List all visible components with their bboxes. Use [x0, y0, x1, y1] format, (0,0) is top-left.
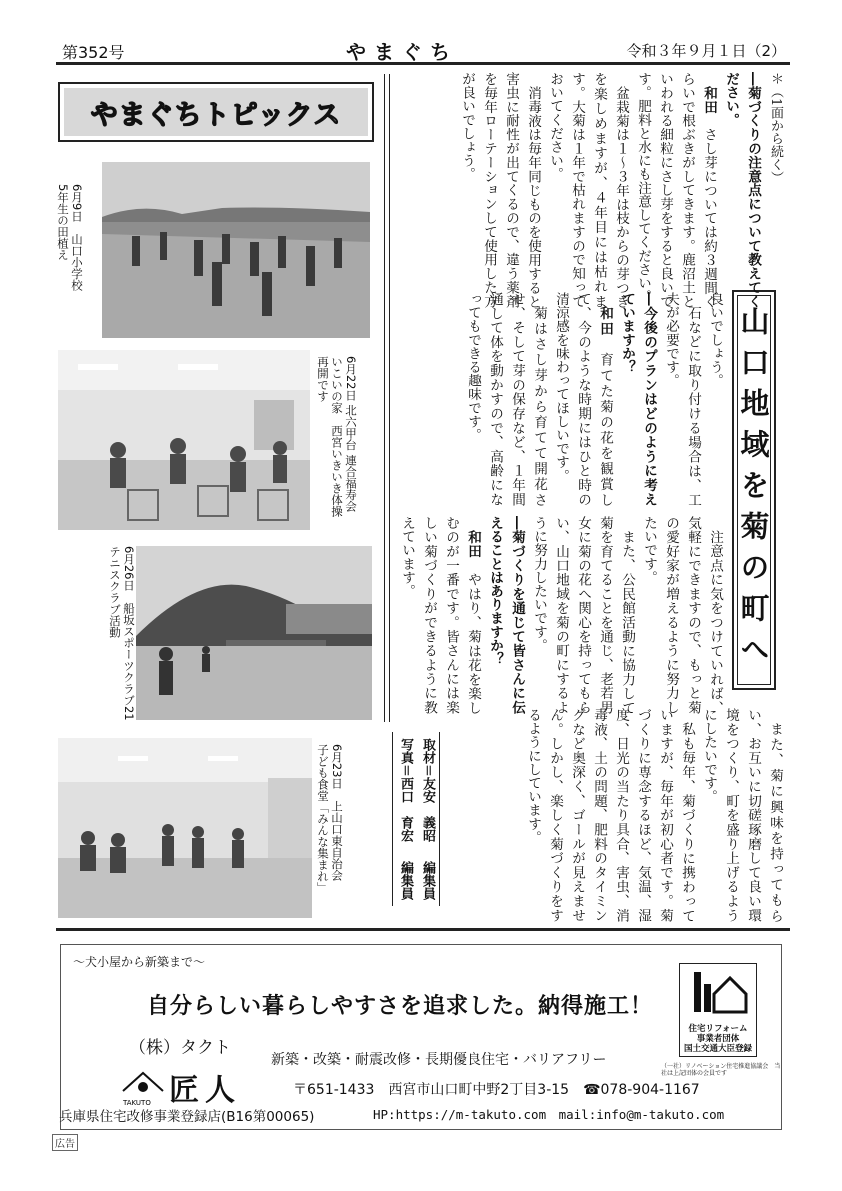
- ad-rule: [56, 928, 790, 931]
- house-mark-icon: [680, 964, 758, 1022]
- paragraph: 私も毎年、菊づくりに携わっていますが、毎年が初心者です。菊づくりに専念するほど、気温、湿度、日光の当たり具合、害虫、消毒液、土の問題、肥料のタイミングなど奥深く、ゴールが見えません。しかし、楽しく菊づくりをするようにしています。: [525, 708, 695, 922]
- question: ―菊づくりを通じて皆さんに伝えることはありますか？: [487, 516, 525, 714]
- article-column-1: [392, 72, 786, 308]
- paragraph: また、菊に興味を持ってもらい、お互いに切磋琢磨して良い環境をつくり、町を盛り上げるようにしたいです。: [701, 708, 783, 922]
- ad-registration: 兵庫県住宅改修事業登録店(B16第00065): [59, 1109, 315, 1125]
- badge-text: 住宅リフォーム 事業者団体 国土交通大臣登録: [683, 1024, 752, 1054]
- photo-rice-planting: [102, 162, 370, 338]
- article-column-4: [448, 708, 786, 922]
- photo-caption: 6月26日 船坂スポーツクラブ21 テニスクラブ活動: [108, 546, 136, 721]
- issue-number: 第352号: [62, 43, 125, 62]
- ad-services: 新築・改築・耐震改修・長期優良住宅・バリアフリー: [271, 1052, 607, 1068]
- header-rule: [56, 62, 790, 65]
- photo-kids-cafeteria: [58, 738, 312, 918]
- photo-caption: 6月22日 北六甲台 連合福寿会 いこいの家 西宮いきいき体操 再開です: [316, 356, 358, 517]
- ad-label: 広告: [52, 1134, 78, 1151]
- badge-note: （一社）リノベーション住宅推進協議会 当社は上記団体の会員です: [661, 1063, 781, 1077]
- photo-caption: 6月23日 上山口東自治会 子ども食堂「みんな集まれ」: [316, 744, 344, 894]
- answer: 和田 やはり、菊は花を楽しむのが一番です。皆さんには楽しい菊づくりができるように教えています。: [399, 516, 481, 714]
- ad-web[interactable]: HP:https://m-takuto.com mail:info@m-takuto.com: [373, 1107, 725, 1122]
- question: ―今後のプランはどのように考えていますか？: [619, 292, 657, 506]
- issue-date: 令和３年９月１日（2）: [626, 42, 786, 60]
- paragraph: 注意点に気をつけていれば、気軽にできますので、もっと菊の愛好家が増えるように努力したいです。: [641, 516, 723, 714]
- paragraph: また、公民館活動に協力して菊を育てることを通じ、老若男女に菊の花へ関心を持ってもらい、山口地域を菊の町にするように努力したいです。: [531, 516, 635, 714]
- column-divider: [384, 74, 390, 722]
- article-headline-box: [732, 290, 776, 690]
- ad-company: （株）タクト: [129, 1038, 231, 1058]
- newsletter-title: やまぐち: [346, 40, 458, 64]
- credit-interview: 取材＝友安 義昭 編集員: [420, 738, 435, 900]
- paragraph: 菊はさし芽から育てて開花させ、そして芽の保存など、１年間通して体を動かすので、高齢になってもできる趣味です。: [465, 292, 547, 506]
- topics-banner: [58, 82, 374, 142]
- paragraph: 良いでしょう。: [707, 292, 723, 388]
- question: ―菊づくりの注意点について教えてください。: [723, 72, 761, 308]
- svg-text:TAKUTO: TAKUTO: [123, 1099, 151, 1107]
- answer: 和田 さし芽については約３週間ぐらいで根ぶきがしてきます。鹿沼土といわれる細粒にさし芽をすると良いです。肥料と水にも注意してください。: [635, 72, 717, 308]
- paragraph: 石などに取り付ける場合は、工夫が必要です。: [663, 292, 701, 506]
- topics-banner-title: やまぐちトピックス: [64, 88, 368, 136]
- article-headline: 山口地域を菊の町へ: [737, 295, 771, 685]
- paragraph: 消毒液は毎年同じものを使用すると害虫に耐性が出てくるので、違う薬剤を毎年ローテーションして使用した方が良いでしょう。: [459, 72, 541, 308]
- advertisement: [60, 944, 782, 1130]
- ad-address: 〒651-1433 西宮市山口町中野2丁目3-15 ☎078-904-1167: [293, 1082, 700, 1098]
- article-column-2: [392, 292, 726, 506]
- continued-note: ＊（1面から続く）: [768, 72, 783, 185]
- photo-exercise: [58, 350, 310, 530]
- article-column-3: [392, 516, 726, 714]
- photo-caption: 6月9日 山口小学校 5年生の田植え: [56, 184, 84, 291]
- photo-tennis: [136, 546, 372, 720]
- credits-box: [392, 732, 440, 906]
- answer: 和田 育てた菊の花を観賞して、今のような時期にはひと時の清涼感を味わってほしいです。: [553, 292, 613, 507]
- ad-slogan: 自分らしい暮らしやすさを追求した。納得施工！: [147, 994, 654, 1019]
- reform-badge: [679, 963, 757, 1057]
- ad-tagline: ～犬小屋から新築まで～: [73, 955, 206, 969]
- ad-brand-name: 匠人: [169, 1073, 241, 1108]
- credit-photo: 写真＝西口 育宏 編集員: [398, 738, 413, 900]
- paragraph: 盆栽菊は１～３年は枝からの芽つきを楽しめますが、４年目には枯れます。大菊は１年で枯れますので知っておいてください。: [547, 72, 629, 308]
